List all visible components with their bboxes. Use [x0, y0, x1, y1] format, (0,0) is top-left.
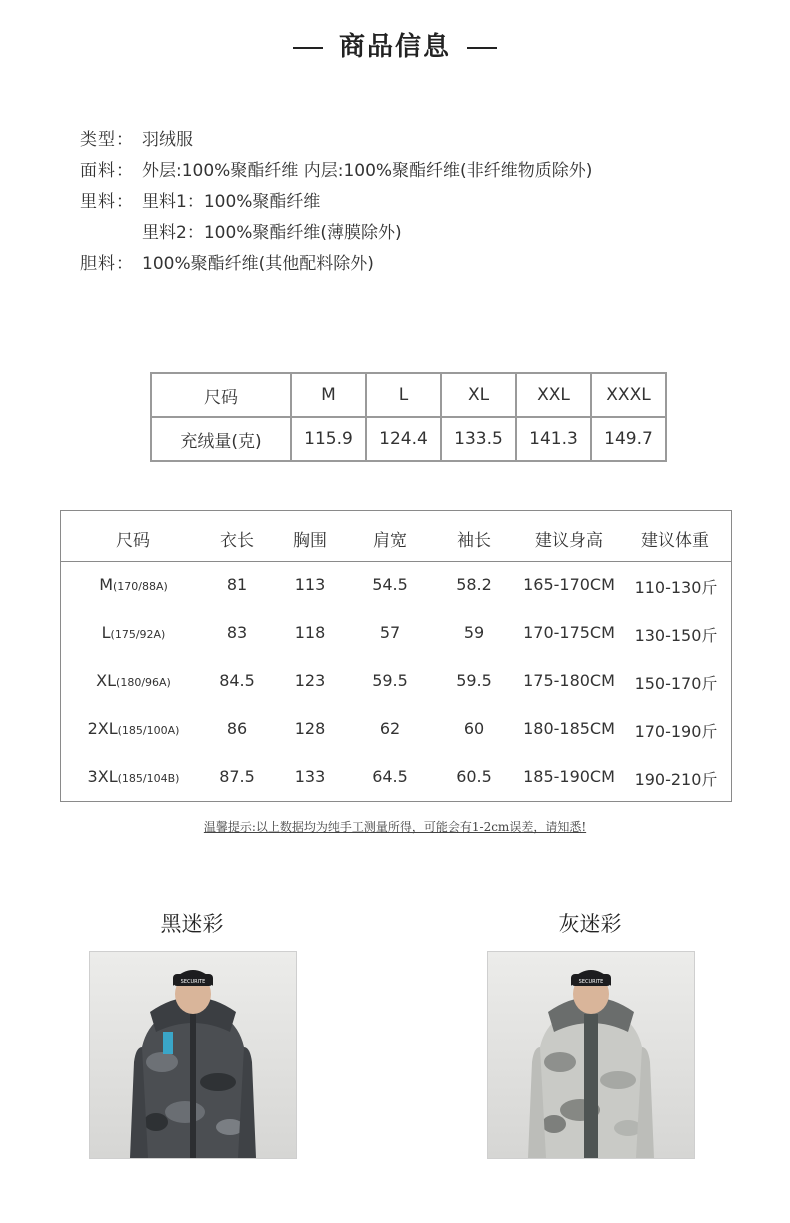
size-chart-sleeve-cell: 59: [463, 623, 485, 642]
size-chart-length-cell: 84.5: [219, 671, 255, 690]
size-chart-height-cell: 175-180CM: [523, 671, 615, 690]
cap-text: SECURITE: [180, 979, 206, 985]
down-table-size: M: [291, 373, 366, 417]
size-label: 3XL: [87, 767, 118, 786]
size-chart-weight-cell: 190-210斤: [634, 770, 718, 789]
size-chart-table: [60, 510, 732, 802]
down-table-value: 115.9: [291, 417, 366, 461]
size-chart-shoulder-cell: 62: [379, 719, 401, 738]
size-chart-weight-cell: 170-190斤: [634, 722, 718, 741]
size-chart-header-cell: 衣长: [220, 531, 254, 551]
down-table-size-row: [151, 373, 666, 417]
info-row-lining: [80, 187, 592, 218]
size-chart-sleeve-cell: 59.5: [456, 671, 492, 690]
down-table-size: XXL: [516, 373, 591, 417]
info-value: 里料2：100%聚酯纤维(薄膜除外): [142, 223, 402, 243]
size-chart-shoulder-cell: 54.5: [372, 575, 408, 594]
down-table-row-label: 充绒量(克): [151, 417, 291, 461]
down-fill-table: [150, 372, 667, 462]
down-table-value: 124.4: [366, 417, 441, 461]
info-value: 里料1：100%聚酯纤维: [142, 192, 321, 212]
size-chart-chest-cell: 113: [294, 575, 326, 594]
down-table-value: 141.3: [516, 417, 591, 461]
size-chart-chest-cell: 128: [294, 719, 326, 738]
info-value: 100%聚酯纤维(其他配料除外): [142, 254, 374, 274]
color-name-black-camo: 黑迷彩: [160, 912, 224, 936]
measurement-note: [0, 818, 790, 835]
size-spec: (175/92A): [110, 628, 166, 641]
size-chart-length-cell: 81: [226, 575, 248, 594]
size-chart-height-cell: 165-170CM: [523, 575, 615, 594]
info-label: 里料：: [80, 192, 134, 212]
note-text: 温馨提示:以上数据均为纯手工测量所得，可能会有1-2cm误差，请知悉!: [203, 820, 587, 834]
size-chart-header-cell: 袖长: [457, 531, 491, 551]
down-table-row-label: 尺码: [151, 373, 291, 417]
black-camo-jacket-photo: [89, 951, 297, 1159]
size-chart-header-cell: 胸围: [293, 531, 327, 551]
size-chart-shoulder-cell: 59.5: [372, 671, 408, 690]
down-table-value-row: [151, 417, 666, 461]
size-chart-size-cell: [71, 671, 196, 690]
size-chart-height-cell: 185-190CM: [523, 767, 615, 786]
black-camo-jacket-illustration: [90, 952, 296, 1158]
down-table-size: XXXL: [591, 373, 666, 417]
cap-text: SECURITE: [578, 979, 604, 985]
size-chart-chest-cell: 123: [294, 671, 326, 690]
size-spec: (185/100A): [117, 724, 180, 737]
size-chart-header-cell: 尺码: [116, 531, 150, 551]
info-row-fabric: [80, 156, 592, 187]
title-text: 商品信息: [338, 32, 451, 62]
down-table-value: 133.5: [441, 417, 516, 461]
size-label: XL: [96, 671, 117, 690]
size-label: L: [101, 623, 111, 642]
size-chart-sleeve-cell: 58.2: [456, 575, 492, 594]
size-chart-header-cell: 建议体重: [641, 531, 709, 551]
size-spec: (185/104B): [117, 772, 180, 785]
info-row-filling: [80, 249, 592, 280]
info-row-lining-2: [80, 218, 592, 249]
size-chart-header-cell: 建议身高: [535, 531, 603, 551]
info-label: 面料：: [80, 161, 134, 181]
size-chart-length-cell: 86: [226, 719, 248, 738]
size-chart-length-cell: 87.5: [219, 767, 255, 786]
size-chart-length-cell: 83: [226, 623, 248, 642]
size-chart-weight-cell: 130-150斤: [634, 626, 718, 645]
info-value: 外层:100%聚酯纤维 内层:100%聚酯纤维(非纤维物质除外): [142, 161, 593, 181]
size-chart-size-cell: [71, 623, 196, 642]
size-label: M: [99, 575, 113, 594]
size-label: 2XL: [87, 719, 118, 738]
page-title: [0, 26, 790, 63]
size-chart-header: [61, 511, 731, 562]
size-chart-chest-cell: 118: [294, 623, 326, 642]
color-name-grey-camo: 灰迷彩: [558, 912, 622, 936]
size-chart-header-cell: 肩宽: [373, 531, 407, 551]
size-chart-chest-cell: 133: [294, 767, 326, 786]
down-table-value: 149.7: [591, 417, 666, 461]
size-chart-height-cell: 180-185CM: [523, 719, 615, 738]
info-label: 胆料：: [80, 254, 134, 274]
size-chart-sleeve-cell: 60: [463, 719, 485, 738]
size-chart-shoulder-cell: 57: [379, 623, 401, 642]
size-spec: (180/96A): [116, 676, 171, 689]
size-chart-sleeve-cell: 60.5: [456, 767, 492, 786]
size-chart-height-cell: 170-175CM: [523, 623, 615, 642]
material-info: [80, 125, 592, 280]
grey-camo-jacket-photo: [487, 951, 695, 1159]
title-dash-right: [467, 47, 497, 49]
grey-camo-jacket-illustration: [488, 952, 694, 1158]
size-chart-shoulder-cell: 64.5: [372, 767, 408, 786]
info-row-type: [80, 125, 592, 156]
title-dash-left: [293, 47, 323, 49]
down-table-size: XL: [441, 373, 516, 417]
info-label: 类型：: [80, 130, 134, 150]
size-chart-weight-cell: 150-170斤: [634, 674, 718, 693]
size-chart-weight-cell: 110-130斤: [634, 578, 718, 597]
size-chart-size-cell: [71, 767, 196, 786]
size-chart-size-cell: [71, 719, 196, 738]
down-table-size: L: [366, 373, 441, 417]
size-spec: (170/88A): [113, 580, 168, 593]
info-value: 羽绒服: [142, 130, 193, 150]
size-chart-size-cell: [71, 575, 196, 594]
